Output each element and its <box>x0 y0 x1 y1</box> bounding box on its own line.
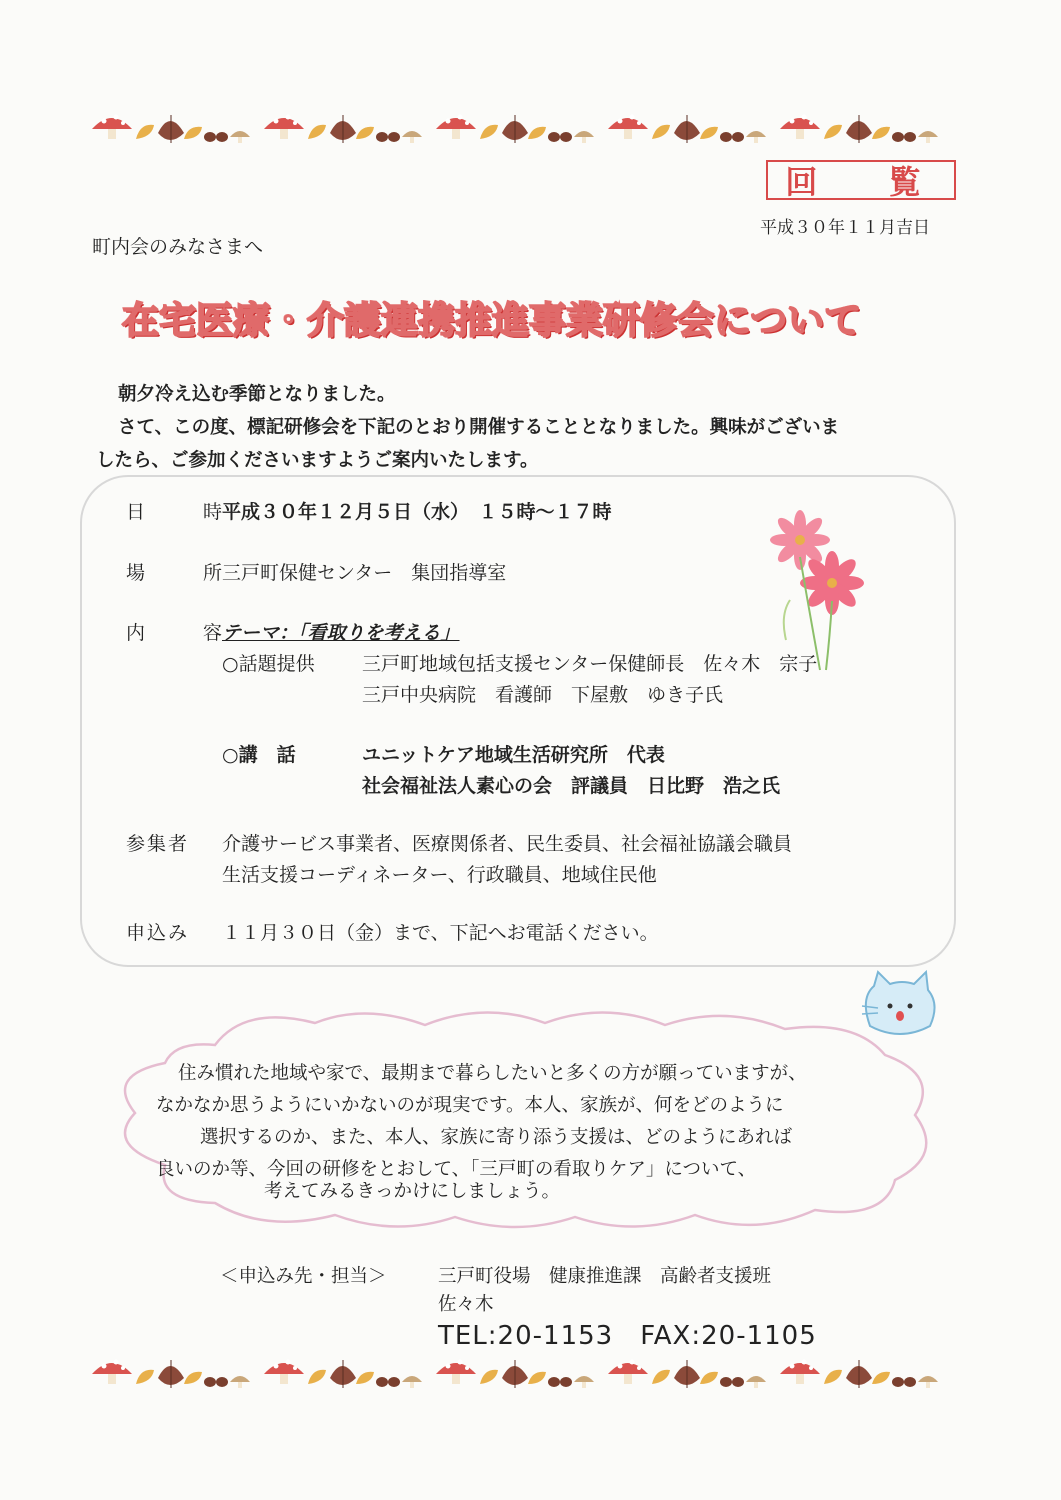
message-line: 良いのか等、今回の研修をとおして、「三戸町の看取りケア」について、 <box>156 1159 757 1180</box>
message-line: 選択するのか、また、本人、家族に寄り添う支援は、どのようにあれば <box>200 1127 793 1148</box>
intro-line: したら、ご参加くださいますようご案内いたします。 <box>96 450 539 471</box>
issue-date: 平成３０年１１月吉日 <box>760 218 930 238</box>
lecture-speaker: ユニットケア地域生活研究所 代表 <box>362 744 665 766</box>
apply-value: １１月３０日（金）まで、下記へお電話ください。 <box>222 922 659 944</box>
topic-speaker: 三戸町地域包括支援センター保健師長 佐々木 宗子 <box>362 653 818 675</box>
lecture-label: ○講 話 <box>222 744 296 766</box>
datetime-value: 平成３０年１２月５日（水） １５時～１７時 <box>222 501 612 523</box>
message-line: 住み慣れた地域や家で、最期まで暮らしたいと多くの方が願っていますが、 <box>178 1063 807 1084</box>
page-title: 在宅医療・介護連携推進事業研修会について <box>122 299 862 342</box>
apply-label: 申込み <box>126 922 190 944</box>
lecture-speaker: 社会福祉法人素心の会 評議員 日比野 浩之氏 <box>362 775 781 797</box>
intro-line: さて、この度、標記研修会を下記のとおり開催することとなりました。興味がございま <box>118 417 840 438</box>
autumn-border-bottom <box>92 1350 962 1396</box>
message-line: なかなか思うようにいかないのが現実です。本人、家族が、何をどのように <box>156 1095 784 1116</box>
intro-text <box>96 378 966 477</box>
topic-speaker: 三戸中央病院 看護師 下屋敷 ゆき子氏 <box>362 684 724 706</box>
autumn-border-top <box>92 105 962 151</box>
contact-phone-fax: TEL:20-1153 FAX:20-1105 <box>438 1321 817 1351</box>
message-line: 考えてみるきっかけにしましょう。 <box>264 1181 561 1202</box>
place-label: 場 所 <box>126 562 249 584</box>
intro-line: 朝夕冷え込む季節となりました。 <box>118 384 396 405</box>
recipient: 町内会のみなさまへ <box>92 236 264 258</box>
participants-label: 参集者 <box>126 833 190 855</box>
place-value: 三戸町保健センター 集団指導室 <box>222 562 507 584</box>
contact-office: 三戸町役場 健康推進課 高齢者支援班 <box>438 1266 772 1287</box>
theme-text: テーマ：「看取りを考える」 <box>222 622 460 644</box>
datetime-label: 日 時 <box>126 501 249 523</box>
topic-label: ○話題提供 <box>222 653 315 675</box>
contact-label: ＜申込み先・担当＞ <box>220 1266 387 1287</box>
kairan-stamp: 回 覧 <box>766 160 956 200</box>
participants-value: 生活支援コーディネーター、行政職員、地域住民他 <box>222 864 657 886</box>
contact-person: 佐々木 <box>438 1294 494 1315</box>
content-label: 内 容 <box>126 622 249 644</box>
participants-value: 介護サービス事業者、医療関係者、民生委員、社会福祉協議会職員 <box>222 833 793 855</box>
